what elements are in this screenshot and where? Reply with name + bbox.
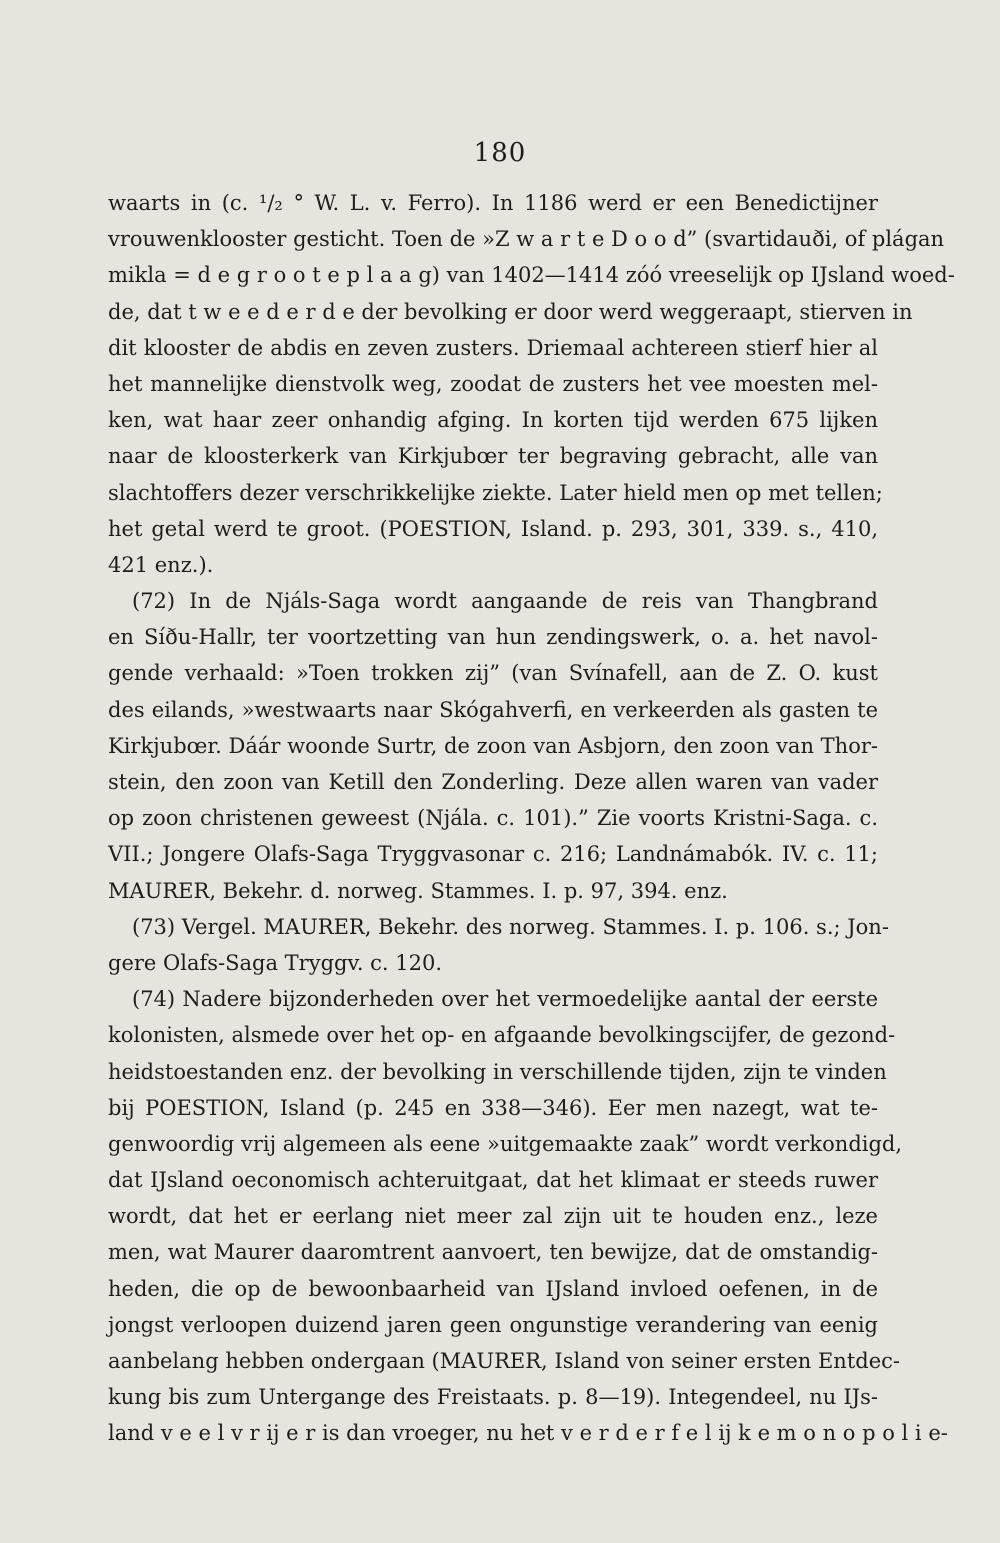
text-line: kolonisten, alsmede over het op- en afgaande bevolkingscijfer, de gezond- (108, 1023, 896, 1048)
text-line: kung bis zum Untergange des Freistaats. p. 8—19). Integendeel, nu IJs- (108, 1385, 878, 1410)
text-line: gere Olafs-Saga Tryggv. c. 120. (108, 950, 443, 975)
text-line: ken, wat haar zeer onhandig afging. In korten tijd werden 675 lijken (108, 408, 878, 433)
text-line: VII.; Jongere Olafs-Saga Tryggvasonar c. 216; Landnámabók. IV. c. 11; (108, 842, 878, 867)
text-line: des eilands, »westwaarts naar Skógahverfi, en verkeerden als gasten te (108, 697, 878, 722)
footnote-74-line: (74) Nadere bijzonderheden over het vermoedelijke aantal der eerste (132, 987, 878, 1012)
body-text (108, 185, 955, 1452)
text-line: stein, den zoon van Ketill den Zonderling. Deze allen waren van vader (108, 770, 878, 794)
text-line: naar de kloosterkerk van Kirkjubœr ter begraving gebracht, alle van (108, 444, 878, 469)
footnote-72-line: (72) In de Njáls-Saga wordt aangaande de reis van Thangbrand (132, 589, 878, 614)
text-line: waarts in (c. ¹/₂ ° W. L. v. Ferro). In 1186 werd er een Benedictijner (108, 191, 878, 215)
text-line: slachtoffers dezer verschrikkelijke ziekte. Later hield men op met tellen; (108, 480, 883, 505)
text-line: vrouwenklooster gesticht. Toen de »Z w a r t e D o o d” (svartidauði, of plágan (108, 227, 945, 252)
text-line: en Síðu-Hallr, ter voortzetting van hun zendingswerk, o. a. het navol- (108, 625, 878, 650)
text-line: aanbelang hebben ondergaan (MAURER, Island von seiner ersten Entdec- (108, 1349, 900, 1373)
text-line: jongst verloopen duizend jaren geen ongunstige verandering van eenig (108, 1312, 878, 1337)
text-line: wordt, dat het er eerlang niet meer zal zijn uit te houden enz., leze (108, 1204, 878, 1229)
text-line: Kirkjubœr. Dáár woonde Surtr, de zoon van Asbjorn, den zoon van Thor- (108, 733, 878, 758)
text-line: gende verhaald: »Toen trokken zij” (van Svínafell, aan de Z. O. kust (108, 661, 878, 686)
footnote-73-line: (73) Vergel. MAURER, Bekehr. des norweg. Stammes. I. p. 106. s.; Jon- (132, 914, 889, 939)
text-line: dat IJsland oeconomisch achteruitgaat, dat het klimaat er steeds ruwer (108, 1168, 878, 1193)
text-line: MAURER, Bekehr. d. norweg. Stammes. I. p. 97, 394. enz. (108, 878, 728, 903)
text-line: 421 enz.). (108, 552, 214, 577)
text-line: heidstoestanden enz. der bevolking in verschillende tijden, zijn te vinden (108, 1059, 887, 1084)
text-line: bij POESTION, Island (p. 245 en 338—346). Eer men nazegt, wat te- (108, 1095, 878, 1120)
text-line: dit klooster de abdis en zeven zusters. Driemaal achtereen stierf hier al (108, 335, 878, 360)
text-line: genwoordig vrij algemeen als eene »uitgemaakte zaak” wordt verkondigd, (108, 1131, 903, 1156)
text-line: land v e e l v r ij e r is dan vroeger, nu het v e r d e r f e l ij k e m o n o p o l i e- (108, 1421, 948, 1446)
text-line: men, wat Maurer daaromtrent aanvoert, ten bewijze, dat de omstandig- (108, 1240, 878, 1265)
text-line: heden, die op de bewoonbaarheid van IJsland invloed oefenen, in de (108, 1276, 878, 1301)
text-line: op zoon christenen geweest (Njála. c. 101).” Zie voorts Kristni-Saga. c. (108, 806, 878, 831)
page-number: 180 (473, 138, 527, 168)
text-line: de, dat t w e e d e r d e der bevolking er door werd weggeraapt, stierven in (108, 299, 913, 324)
text-line: het mannelijke dienstvolk weg, zoodat de zusters het vee moesten mel- (108, 371, 878, 396)
text-line: mikla = d e g r o o t e p l a a g) van 1402—1414 zóó vreeselijk op IJsland woed- (108, 263, 955, 288)
text-line: het getal werd te groot. (POESTION, Island. p. 293, 301, 339. s., 410, (108, 516, 878, 541)
